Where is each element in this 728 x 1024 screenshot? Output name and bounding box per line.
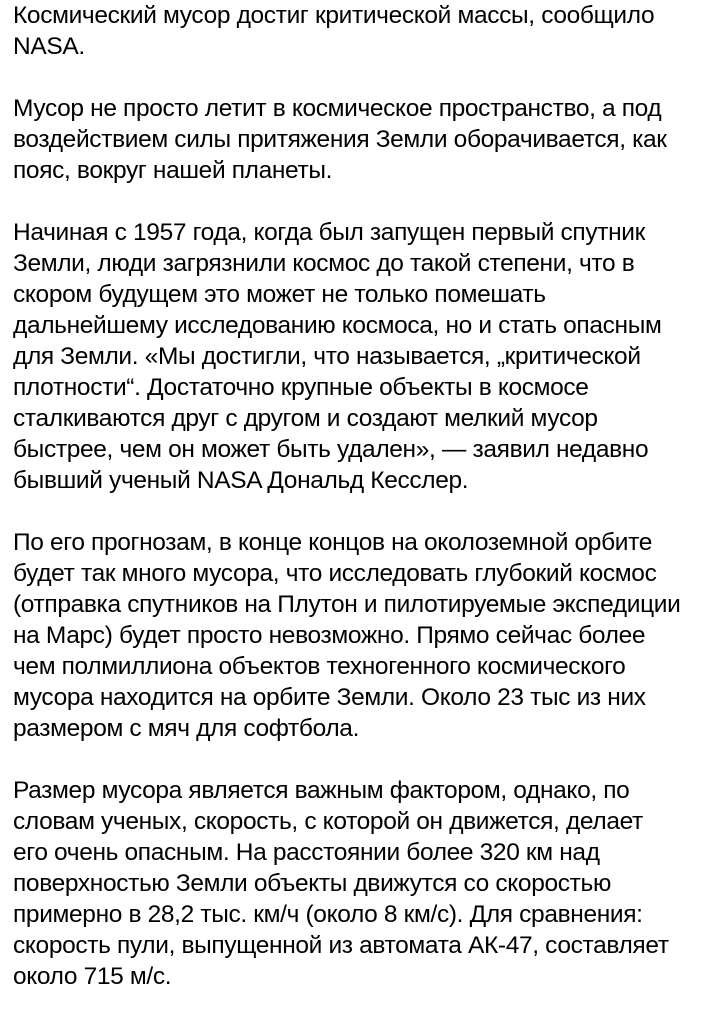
text-line: Размер мусора является важным фактором, однако, по <box>13 777 630 804</box>
paragraph-2 <box>13 93 718 186</box>
text-line: скорость пули, выпущенной из автомата АК-47, составляет <box>13 932 669 959</box>
text-line: Земли, люди загрязнили космос до такой степени, что в <box>13 250 635 277</box>
text-line: будет так много мусора, что исследовать глубокий космос <box>13 560 657 587</box>
text-line: мусора находится на орбите Земли. Около 23 тыс из них <box>13 684 646 711</box>
text-line: бывший ученый NASA Дональд Кесслер. <box>13 467 469 494</box>
text-line: сталкиваются друг с другом и создают мелкий мусор <box>13 405 598 432</box>
text-line: пояс, вокруг нашей планеты. <box>13 157 333 184</box>
text-line: размером с мяч для софтбола. <box>13 715 360 742</box>
text-line: словам ученых, скорость, с которой он движется, делает <box>13 808 643 835</box>
paragraph-headline <box>13 0 718 62</box>
text-line: на Марс) будет просто невозможно. Прямо сейчас более <box>13 622 646 649</box>
paragraph-3 <box>13 217 718 496</box>
text-line: Космический мусор достиг критической массы, сообщило <box>13 2 655 29</box>
paragraph-spacer <box>13 186 718 217</box>
text-line: Начиная с 1957 года, когда был запущен первый спутник <box>13 219 646 246</box>
text-line: его очень опасным. На расстоянии более 320 км над <box>13 839 600 866</box>
paragraph-spacer <box>13 744 718 775</box>
text-line: плотности“. Достаточно крупные объекты в космосе <box>13 374 589 401</box>
text-line: около 715 м/с. <box>13 963 172 990</box>
paragraph-4 <box>13 527 718 744</box>
text-line: воздействием силы притяжения Земли оборачивается, как <box>13 126 667 153</box>
text-line: скором будущем это может не только помешать <box>13 281 546 308</box>
text-line: быстрее, чем он может быть удален», — заявил недавно <box>13 436 649 463</box>
text-line: чем полмиллиона объектов техногенного космического <box>13 653 626 680</box>
text-line: (отправка спутников на Плутон и пилотируемые экспедиции <box>13 591 681 618</box>
text-line: NASA. <box>13 33 85 60</box>
article-text <box>13 0 718 992</box>
text-line: примерно в 28,2 тыс. км/ч (около 8 км/с). Для сравнения: <box>13 901 643 928</box>
text-line: поверхностью Земли объекты движутся со скоростью <box>13 870 611 897</box>
text-line: дальнейшему исследованию космоса, но и стать опасным <box>13 312 662 339</box>
paragraph-spacer <box>13 62 718 93</box>
paragraph-spacer <box>13 496 718 527</box>
text-line: для Земли. «Мы достигли, что называется, „критической <box>13 343 641 370</box>
text-line: По его прогнозам, в конце концов на околоземной орбите <box>13 529 652 556</box>
paragraph-5 <box>13 775 718 992</box>
text-line: Мусор не просто летит в космическое пространство, а под <box>13 95 662 122</box>
